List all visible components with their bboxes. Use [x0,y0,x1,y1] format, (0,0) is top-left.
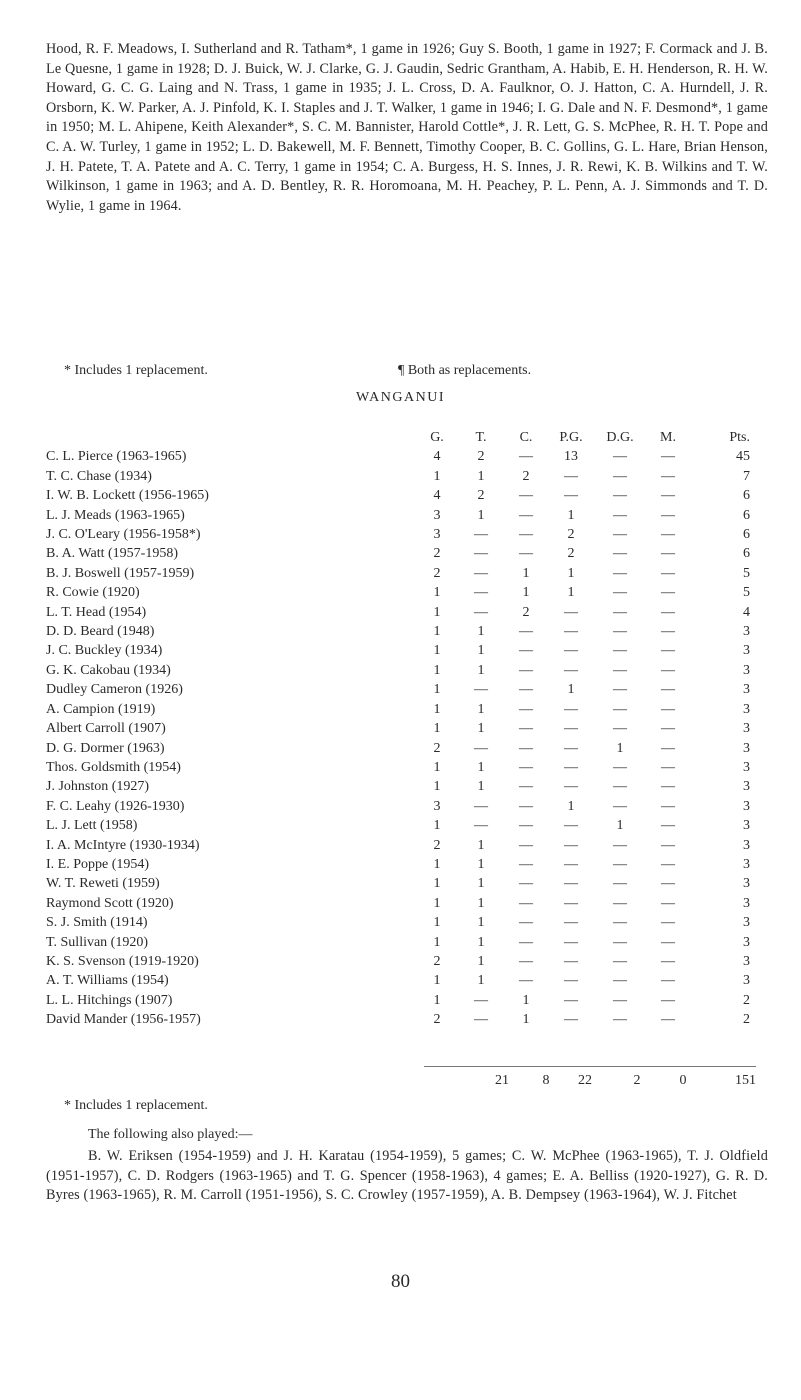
points-cell: 3 [743,701,750,717]
games-cell: 1 [433,759,441,775]
table-row [46,933,750,952]
player-name: Thos. Goldsmith (1954) [46,759,181,775]
conversions-cell: — [519,818,533,834]
player-name: T. C. Chase (1934) [46,468,152,484]
dropped-goals-cell: — [613,992,627,1008]
player-name: A. Campion (1919) [46,701,156,717]
conversions-cell: — [519,837,533,853]
tries-cell: — [474,565,488,581]
penalty-goals-cell: — [564,488,578,504]
penalty-goals-cell: — [564,643,578,659]
conversions-cell: — [519,488,533,504]
marks-cell: — [661,604,675,620]
player-name: B. A. Watt (1957-1958) [46,546,178,562]
table-row [46,525,750,544]
dropped-goals-cell: — [613,701,627,717]
games-cell: 2 [433,740,441,756]
marks-cell: — [661,701,675,717]
table-row [46,719,750,738]
dropped-goals-cell: — [613,643,627,659]
player-name: D. D. Beard (1948) [46,624,155,640]
dropped-goals-cell: — [613,624,627,640]
marks-cell: — [661,759,675,775]
points-cell: 3 [743,779,750,795]
points-cell: 3 [743,837,750,853]
games-cell: 1 [433,585,441,601]
dropped-goals-cell: — [613,488,627,504]
games-cell: 1 [433,973,441,989]
games-cell: 3 [433,507,441,523]
games-cell: 4 [433,488,441,504]
games-cell: 1 [433,468,441,484]
player-name: R. Cowie (1920) [46,585,140,601]
player-name: J. C. Buckley (1934) [46,643,163,659]
table-row [46,874,750,893]
penalty-goals-cell: — [564,624,578,640]
marks-cell: — [661,468,675,484]
marks-cell: — [661,953,675,969]
table-row [46,991,750,1010]
tries-cell: — [474,585,488,601]
points-cell: 2 [743,1012,750,1028]
dropped-goals-cell: — [613,527,627,543]
penalty-goals-cell: — [564,779,578,795]
player-name: L. L. Hitchings (1907) [46,992,173,1008]
marks-cell: — [661,1012,675,1028]
dropped-goals-cell: — [613,876,627,892]
table-row [46,486,750,505]
footnote-both-replacements: ¶ Both as replacements. [398,363,532,378]
marks-cell: — [661,740,675,756]
player-name: I. A. McIntyre (1930-1934) [46,837,200,853]
marks-cell: — [661,585,675,601]
penalty-goals-cell: 1 [567,507,575,523]
penalty-goals-cell: 1 [567,585,575,601]
table-row [46,680,750,699]
tries-cell: — [474,818,488,834]
scoring-table [46,428,750,1030]
tries-cell: — [474,682,488,698]
player-name: David Mander (1956-1957) [46,1012,201,1028]
tries-cell: — [474,527,488,543]
games-cell: 1 [433,624,441,640]
marks-cell: — [661,662,675,678]
games-cell: 4 [433,449,441,465]
points-cell: 3 [743,973,750,989]
dropped-goals-cell: — [613,973,627,989]
dropped-goals-cell: — [613,565,627,581]
tries-cell: 1 [477,624,485,640]
table-row [46,641,750,660]
games-cell: 2 [433,953,441,969]
table-row [46,855,750,874]
marks-cell: — [661,934,675,950]
conversions-cell: — [519,934,533,950]
penalty-goals-cell: 2 [567,546,575,562]
player-name: Raymond Scott (1920) [46,895,174,911]
points-cell: 7 [743,468,750,484]
dropped-goals-cell: — [613,934,627,950]
points-cell: 4 [743,604,750,620]
points-cell: 3 [743,895,750,911]
games-cell: 1 [433,895,441,911]
table-row [46,564,750,583]
dropped-goals-cell: — [613,468,627,484]
header-points: Pts. [729,430,750,445]
games-cell: 1 [433,818,441,834]
marks-cell: — [661,837,675,853]
conversions-cell: — [519,779,533,795]
dropped-goals-cell: — [613,856,627,872]
total-dropped-goals: 2 [633,1073,641,1088]
games-cell: 1 [433,682,441,698]
total-points: 151 [735,1073,756,1088]
player-name: Dudley Cameron (1926) [46,682,183,698]
points-cell: 5 [743,585,750,601]
tries-cell: 1 [477,953,485,969]
conversions-cell: — [519,624,533,640]
points-cell: 3 [743,953,750,969]
dropped-goals-cell: — [613,585,627,601]
tries-cell: 1 [477,721,485,737]
table-row [46,506,750,525]
games-cell: 1 [433,992,441,1008]
games-cell: 1 [433,721,441,737]
penalty-goals-cell: 13 [564,449,578,465]
marks-cell: — [661,779,675,795]
games-cell: 1 [433,643,441,659]
penalty-goals-cell: — [564,721,578,737]
penalty-goals-cell: — [564,468,578,484]
penalty-goals-cell: — [564,915,578,931]
player-name: L. T. Head (1954) [46,604,147,620]
conversions-cell: — [519,449,533,465]
table-body [46,447,750,1029]
marks-cell: — [661,798,675,814]
tries-cell: — [474,1012,488,1028]
marks-cell: — [661,992,675,1008]
points-cell: 3 [743,662,750,678]
tries-cell: 1 [477,856,485,872]
conversions-cell: — [519,701,533,717]
conversions-cell: — [519,662,533,678]
table-row [46,467,750,486]
marks-cell: — [661,915,675,931]
penalty-goals-cell: — [564,740,578,756]
table-footnote: * Includes 1 replacement. [64,1098,208,1113]
points-cell: 3 [743,818,750,834]
penalty-goals-cell: — [564,662,578,678]
tries-cell: 1 [477,701,485,717]
dropped-goals-cell: — [613,546,627,562]
points-cell: 5 [743,565,750,581]
table-row [46,797,750,816]
penalty-goals-cell: 1 [567,565,575,581]
conversions-cell: 2 [522,468,530,484]
marks-cell: — [661,565,675,581]
marks-cell: — [661,973,675,989]
table-row [46,913,750,932]
conversions-cell: — [519,915,533,931]
dropped-goals-cell: — [613,662,627,678]
table-row [46,894,750,913]
table-row [46,603,750,622]
penalty-goals-cell: — [564,818,578,834]
conversions-cell: — [519,527,533,543]
dropped-goals-cell: — [613,779,627,795]
dropped-goals-cell: — [613,895,627,911]
points-cell: 2 [743,992,750,1008]
games-cell: 2 [433,1012,441,1028]
tries-cell: — [474,992,488,1008]
player-name: I. E. Poppe (1954) [46,856,150,872]
table-header-row [46,428,750,447]
tries-cell: — [474,798,488,814]
tries-cell: 1 [477,507,485,523]
marks-cell: — [661,488,675,504]
total-penalty-goals: 22 [578,1073,592,1088]
conversions-cell: 1 [522,1012,530,1028]
conversions-cell: 2 [522,604,530,620]
dropped-goals-cell: — [613,682,627,698]
player-name: A. T. Williams (1954) [46,973,169,989]
section-title: WANGANUI [356,390,445,405]
player-name: J. Johnston (1927) [46,779,150,795]
penalty-goals-cell: 2 [567,527,575,543]
player-name: S. J. Smith (1914) [46,915,148,931]
tries-cell: 1 [477,876,485,892]
player-name: I. W. B. Lockett (1956-1965) [46,488,209,504]
player-name: B. J. Boswell (1957-1959) [46,565,195,581]
conversions-cell: — [519,721,533,737]
penalty-goals-cell: — [564,759,578,775]
points-cell: 45 [736,449,750,465]
points-cell: 3 [743,624,750,640]
penalty-goals-cell: — [564,701,578,717]
player-name: G. K. Cakobau (1934) [46,662,171,678]
header-conversions: C. [519,430,533,445]
penalty-goals-cell: — [564,604,578,620]
points-cell: 6 [743,527,750,543]
games-cell: 1 [433,662,441,678]
table-row [46,739,750,758]
penalty-goals-cell: — [564,876,578,892]
games-cell: 3 [433,798,441,814]
marks-cell: — [661,856,675,872]
games-cell: 1 [433,701,441,717]
table-row [46,952,750,971]
table-row [46,777,750,796]
tries-cell: 1 [477,837,485,853]
tries-cell: 1 [477,643,485,659]
header-dropped-goals: D.G. [606,430,634,445]
table-row [46,700,750,719]
table-row [46,622,750,641]
header-marks: M. [660,430,676,445]
tries-cell: 1 [477,759,485,775]
player-name: F. C. Leahy (1926-1930) [46,798,185,814]
tries-cell: 1 [477,973,485,989]
player-name: L. J. Lett (1958) [46,818,138,834]
dropped-goals-cell: — [613,915,627,931]
header-tries: T. [475,430,487,445]
tries-cell: 1 [477,662,485,678]
points-cell: 3 [743,934,750,950]
marks-cell: — [661,624,675,640]
conversions-cell: 1 [522,565,530,581]
dropped-goals-cell: — [613,759,627,775]
games-cell: 1 [433,779,441,795]
tries-cell: 1 [477,468,485,484]
total-conversions: 8 [542,1073,550,1088]
table-row [46,816,750,835]
player-name: W. T. Reweti (1959) [46,876,160,892]
dropped-goals-cell: — [613,604,627,620]
conversions-cell: — [519,546,533,562]
following-heading: The following also played:— [88,1127,253,1142]
header-games: G. [430,430,444,445]
penalty-goals-cell: — [564,856,578,872]
tries-cell: 1 [477,779,485,795]
totals-rule [424,1066,756,1067]
games-cell: 2 [433,565,441,581]
conversions-cell: — [519,643,533,659]
conversions-cell: — [519,798,533,814]
marks-cell: — [661,546,675,562]
conversions-cell: — [519,759,533,775]
games-cell: 3 [433,527,441,543]
conversions-cell: 1 [522,585,530,601]
conversions-cell: — [519,740,533,756]
marks-cell: — [661,527,675,543]
tries-cell: — [474,740,488,756]
marks-cell: — [661,507,675,523]
bottom-paragraph: B. W. Eriksen (1954-1959) and J. H. Karatau (1954-1959), 5 games; C. W. McPhee (1963-1965), T. J. Oldfield (1951-1957), C. D. Rodgers (1963-1965) and T. G. Spencer (1958-1963), 4 games; E. A. Belliss (1920-1927), G. R. D. Byres (1963-1965), R. M. Carroll (1951-1956), S. C. Crowley (1957-1959), A. B. Dempsey (1963-1964), W. J. Fitchet [46,1148,768,1204]
conversions-cell: — [519,507,533,523]
marks-cell: — [661,643,675,659]
table-row [46,971,750,990]
penalty-goals-cell: — [564,953,578,969]
penalty-goals-cell: — [564,934,578,950]
footnote-replacement: * Includes 1 replacement. [64,363,208,378]
dropped-goals-cell: — [613,449,627,465]
header-penalty-goals: P.G. [559,430,583,445]
marks-cell: — [661,876,675,892]
player-name: Albert Carroll (1907) [46,721,166,737]
penalty-goals-cell: — [564,895,578,911]
points-cell: 3 [743,856,750,872]
header-name [46,428,418,447]
penalty-goals-cell: — [564,973,578,989]
table-row [46,1010,750,1029]
points-cell: 3 [743,682,750,698]
tries-cell: — [474,546,488,562]
player-name: T. Sullivan (1920) [46,934,149,950]
tries-cell: 1 [477,934,485,950]
table-row [46,447,750,466]
marks-cell: — [661,682,675,698]
penalty-goals-cell: 1 [567,682,575,698]
dropped-goals-cell: — [613,798,627,814]
player-name: K. S. Svenson (1919-1920) [46,953,199,969]
player-name: C. L. Pierce (1963-1965) [46,449,187,465]
conversions-cell: — [519,973,533,989]
penalty-goals-cell: — [564,837,578,853]
table-row [46,583,750,602]
player-name: L. J. Meads (1963-1965) [46,507,185,523]
games-cell: 1 [433,915,441,931]
top-paragraph: Hood, R. F. Meadows, I. Sutherland and R. Tatham*, 1 game in 1926; Guy S. Booth, 1 game in 1927; F. Cormack and J. B. Le Quesne, 1 game in 1928; D. J. Buick, W. J. Clarke, G. J. Gaudin, Sedric Grantham, A. Habib, E. H. Henderson, R. H. W. Howard, G. C. G. Laing and N. Trass, 1 game in 1935; J. L. Cross, D. A. Faulknor, O. J. Hatton, C. A. Hurndell, J. R. Orsborn, K. W. Parker, A. J. Pinfold, K. I. Staples and J. T. Walker, 1 game in 1946; I. G. Dale and N. F. Desmond*, 1 game in 1950; M. L. Ahipene, Keith Alexander*, S. C. M. Bannister, Harold Cottle*, J. R. Lett, G. S. McPhee, R. H. T. Pope and C. A. W. Turley, 1 game in 1952; L. D. Bakewell, M. F. Bennett, Timothy Cooper, B. C. Gollins, G. L. Hare, Brian Henson, J. H. Patete, T. A. Patete and A. C. Terry, 1 game in 1954; C. A. Burgess, H. S. Innes, J. R. Rewi, K. B. Wilkins and T. W. Wilkinson, 1 game in 1963; and A. D. Bentley, R. R. Horomoana, M. H. Peachey, P. L. Penn, A. J. Simmonds and T. D. Wylie, 1 game in 1964. [46,41,768,214]
marks-cell: — [661,818,675,834]
penalty-goals-cell: 1 [567,798,575,814]
games-cell: 2 [433,546,441,562]
dropped-goals-cell: — [613,953,627,969]
total-tries: 21 [495,1073,509,1088]
tries-cell: 1 [477,915,485,931]
points-cell: 3 [743,740,750,756]
points-cell: 6 [743,546,750,562]
games-cell: 1 [433,934,441,950]
points-cell: 3 [743,798,750,814]
page-number: 80 [391,1271,410,1292]
points-cell: 3 [743,876,750,892]
conversions-cell: — [519,895,533,911]
games-cell: 1 [433,604,441,620]
points-cell: 3 [743,721,750,737]
points-cell: 6 [743,488,750,504]
penalty-goals-cell: — [564,1012,578,1028]
marks-cell: — [661,449,675,465]
table-row [46,758,750,777]
dropped-goals-cell: — [613,1012,627,1028]
dropped-goals-cell: — [613,721,627,737]
conversions-cell: — [519,953,533,969]
player-name: J. C. O'Leary (1956-1958*) [46,527,201,543]
points-cell: 3 [743,915,750,931]
marks-cell: — [661,895,675,911]
dropped-goals-cell: — [613,837,627,853]
points-cell: 6 [743,507,750,523]
dropped-goals-cell: 1 [616,740,624,756]
conversions-cell: — [519,856,533,872]
table-row [46,836,750,855]
points-cell: 3 [743,643,750,659]
conversions-cell: 1 [522,992,530,1008]
tries-cell: — [474,604,488,620]
games-cell: 1 [433,876,441,892]
table-row [46,544,750,563]
games-cell: 2 [433,837,441,853]
penalty-goals-cell: — [564,992,578,1008]
conversions-cell: — [519,682,533,698]
marks-cell: — [661,721,675,737]
tries-cell: 1 [477,895,485,911]
table-row [46,661,750,680]
dropped-goals-cell: — [613,507,627,523]
total-marks: 0 [679,1073,687,1088]
conversions-cell: — [519,876,533,892]
points-cell: 3 [743,759,750,775]
dropped-goals-cell: 1 [616,818,624,834]
games-cell: 1 [433,856,441,872]
player-name: D. G. Dormer (1963) [46,740,165,756]
tries-cell: 2 [477,488,485,504]
tries-cell: 2 [477,449,485,465]
